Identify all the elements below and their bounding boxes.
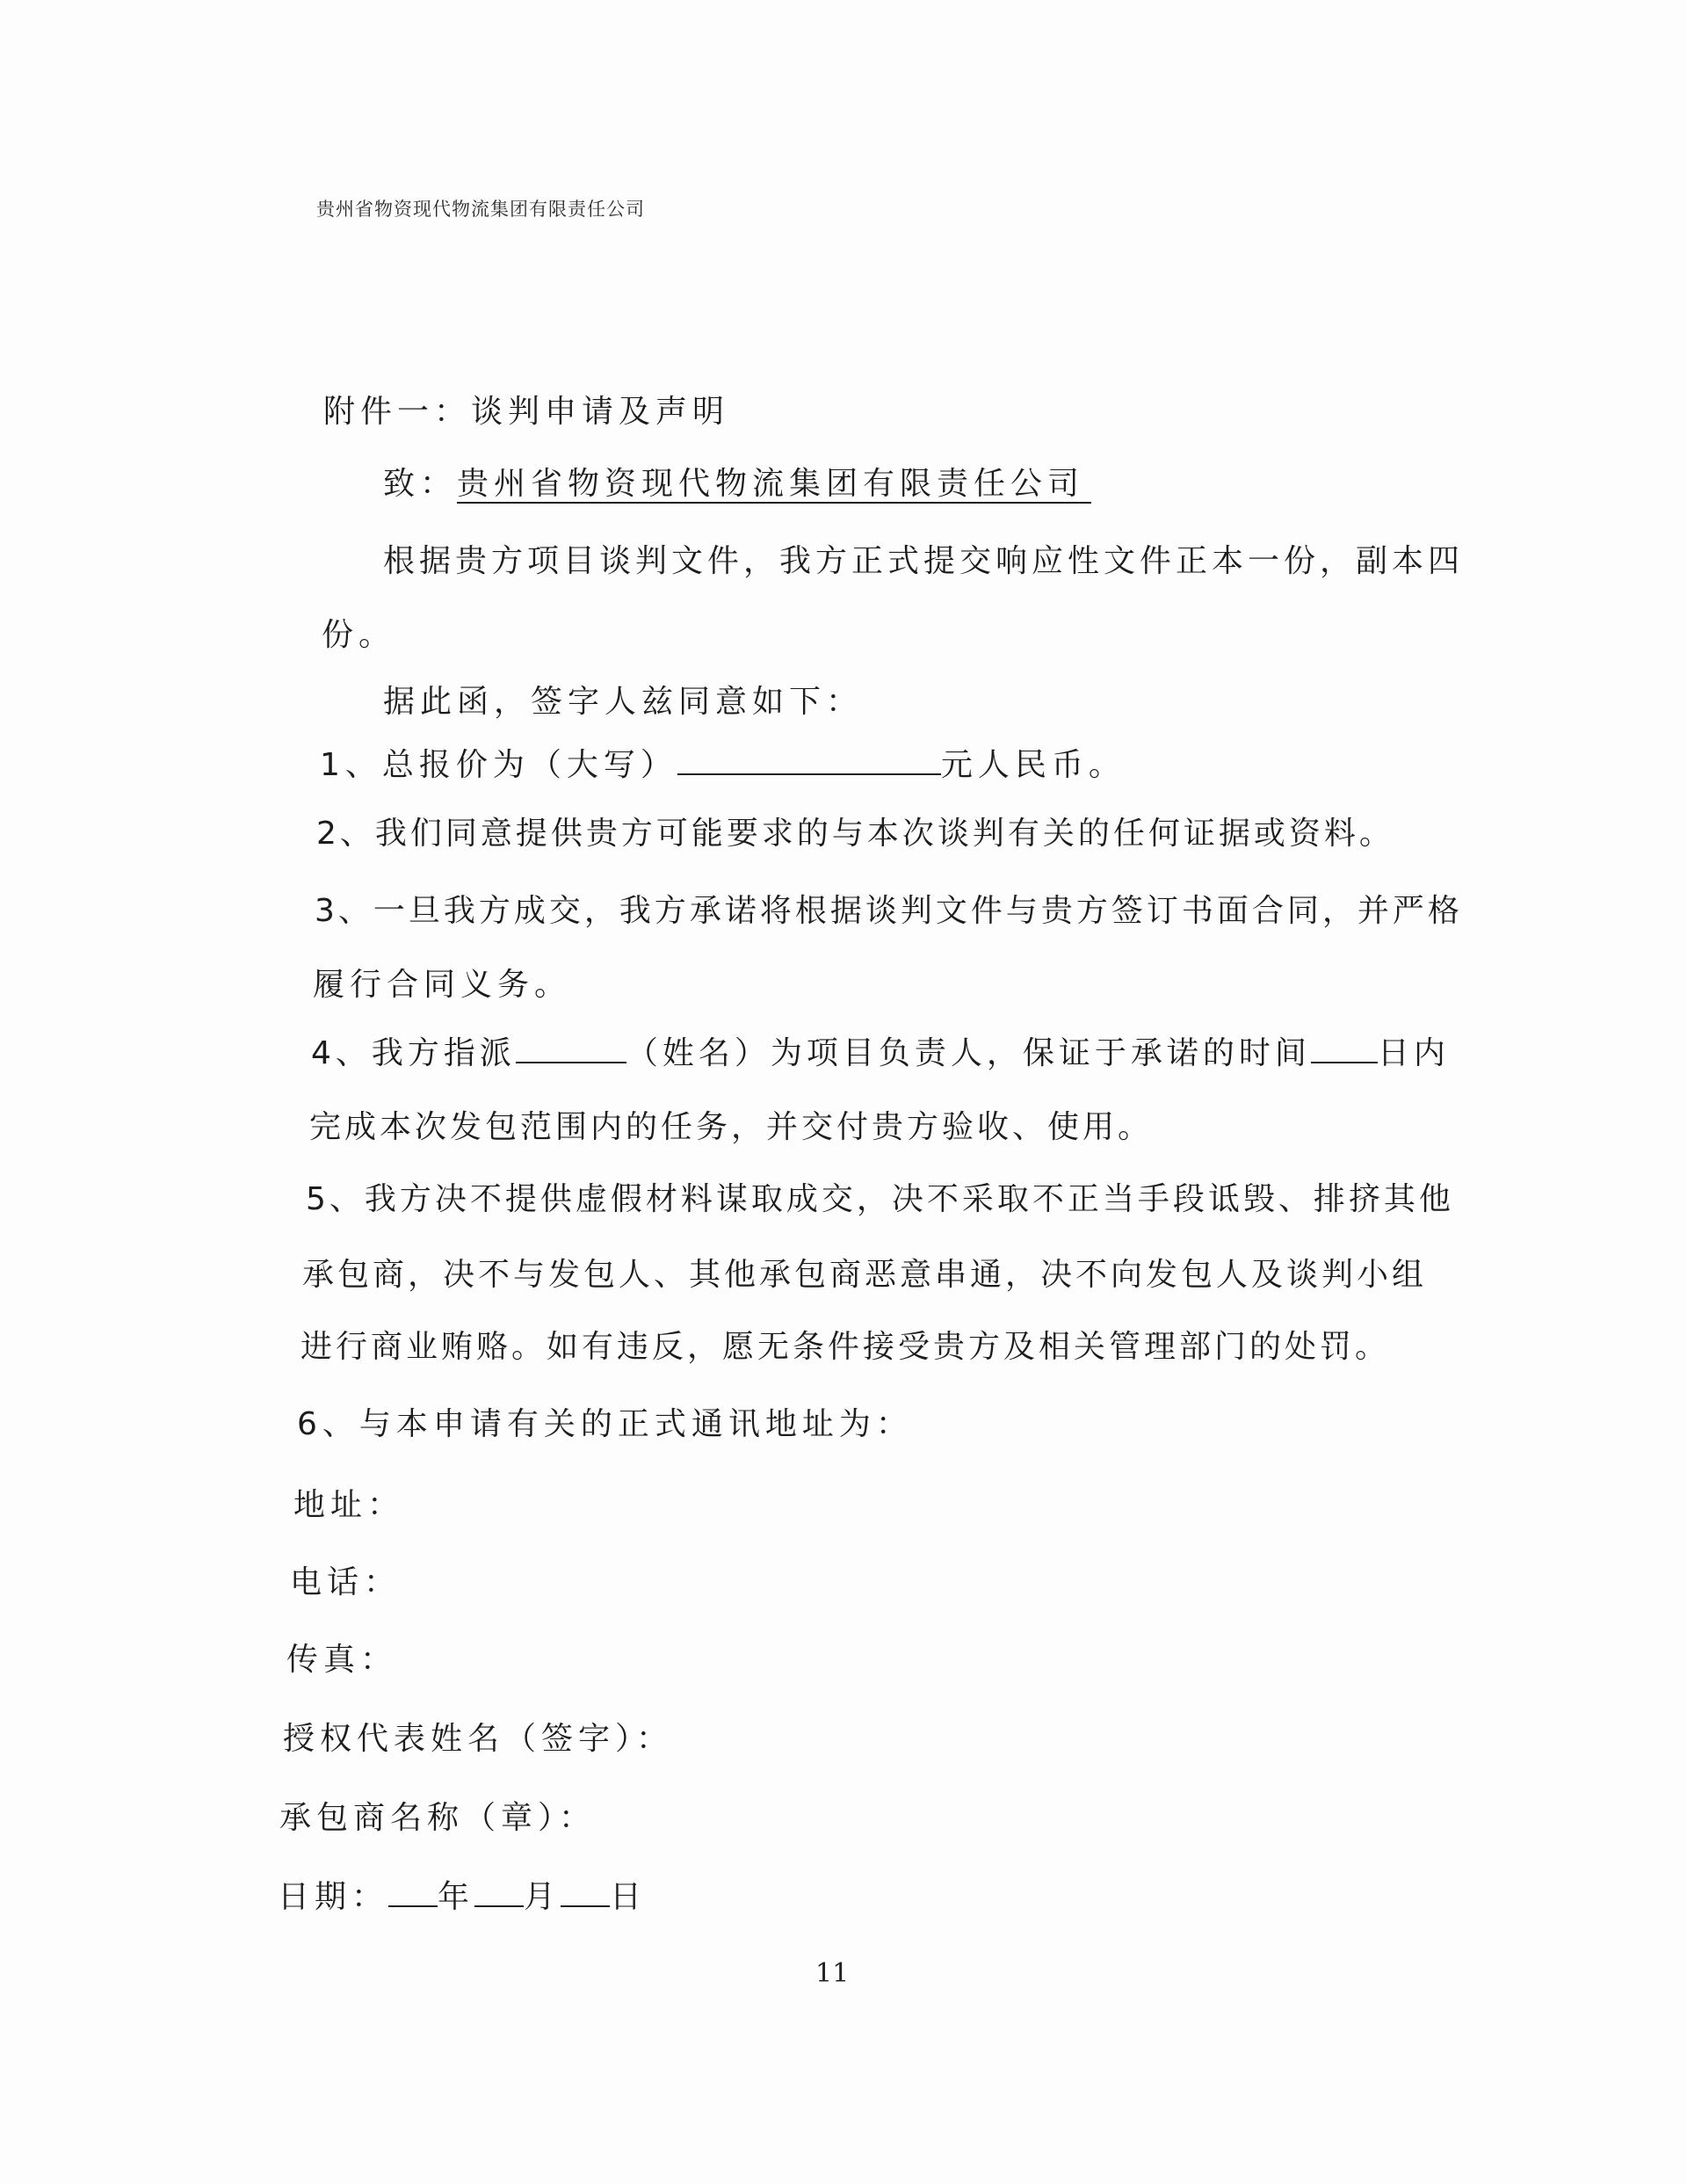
item-4-line-1	[311, 1028, 1450, 1073]
authorized-rep-label: 授权代表姓名（签字）：	[283, 1721, 674, 1757]
item-4-label: 4、我方指派	[311, 1035, 516, 1071]
date-line	[278, 1872, 647, 1917]
year-blank	[388, 1876, 438, 1907]
project-manager-name-blank	[516, 1032, 626, 1063]
agreement-intro: 据此函，签字人兹同意如下：	[383, 684, 864, 720]
year-label: 年	[438, 1879, 475, 1915]
item-1-label: 1、总报价为（大写）	[320, 747, 677, 783]
addressee-line	[383, 459, 1091, 504]
item-6: 6、与本申请有关的正式通讯地址为：	[297, 1406, 913, 1442]
attachment-title: 附件一：谈判申请及声明	[323, 394, 730, 430]
address-label: 地址：	[293, 1487, 405, 1523]
item-2: 2、我们同意提供贵方可能要求的与本次谈判有关的任何证据或资料。	[316, 816, 1394, 852]
date-label: 日期：	[278, 1879, 389, 1915]
month-label: 月	[524, 1879, 561, 1915]
item-5-line-1: 5、我方决不提供虚假材料谋取成交，决不采取不正当手段诋毁、排挤其他	[306, 1181, 1454, 1217]
item-5-line-2: 承包商，决不与发包人、其他承包商恶意串通，决不向发包人及谈判小组	[302, 1257, 1428, 1293]
item-3-line-2: 履行合同义务。	[313, 967, 572, 1003]
fax-label: 传真：	[286, 1642, 398, 1678]
item-1-unit: 元人民币。	[940, 747, 1126, 783]
day-blank	[561, 1876, 610, 1907]
intro-line-1: 根据贵方项目谈判文件，我方正式提交响应性文件正本一份，副本四	[383, 543, 1465, 579]
item-4-line-2: 完成本次发包范围内的任务，并交付贵方验收、使用。	[309, 1109, 1154, 1145]
contractor-name-label: 承包商名称（章）：	[279, 1800, 597, 1836]
header-company-name: 贵州省物资现代物流集团有限责任公司	[316, 199, 645, 220]
item-5-line-3: 进行商业贿赂。如有违反，愿无条件接受贵方及相关管理部门的处罚。	[300, 1329, 1391, 1365]
item-3-line-1: 3、一旦我方成交，我方承诺将根据谈判文件与贵方签订书面合同，并严格	[315, 893, 1463, 929]
intro-line-2: 份。	[322, 617, 396, 653]
item-1	[320, 740, 1126, 785]
phone-label: 电话：	[290, 1564, 402, 1600]
month-blank	[474, 1876, 524, 1907]
addressee-company: 贵州省物资现代物流集团有限责任公司	[457, 466, 1091, 504]
day-label: 日	[610, 1879, 648, 1915]
total-price-blank	[677, 744, 941, 775]
page-number: 11	[815, 1958, 850, 1989]
days-blank	[1311, 1032, 1378, 1063]
item-4-end: 日内	[1377, 1035, 1450, 1071]
item-4-middle: （姓名）为项目负责人，保证于承诺的时间	[626, 1035, 1311, 1071]
addressee-prefix: 致：	[383, 466, 458, 502]
